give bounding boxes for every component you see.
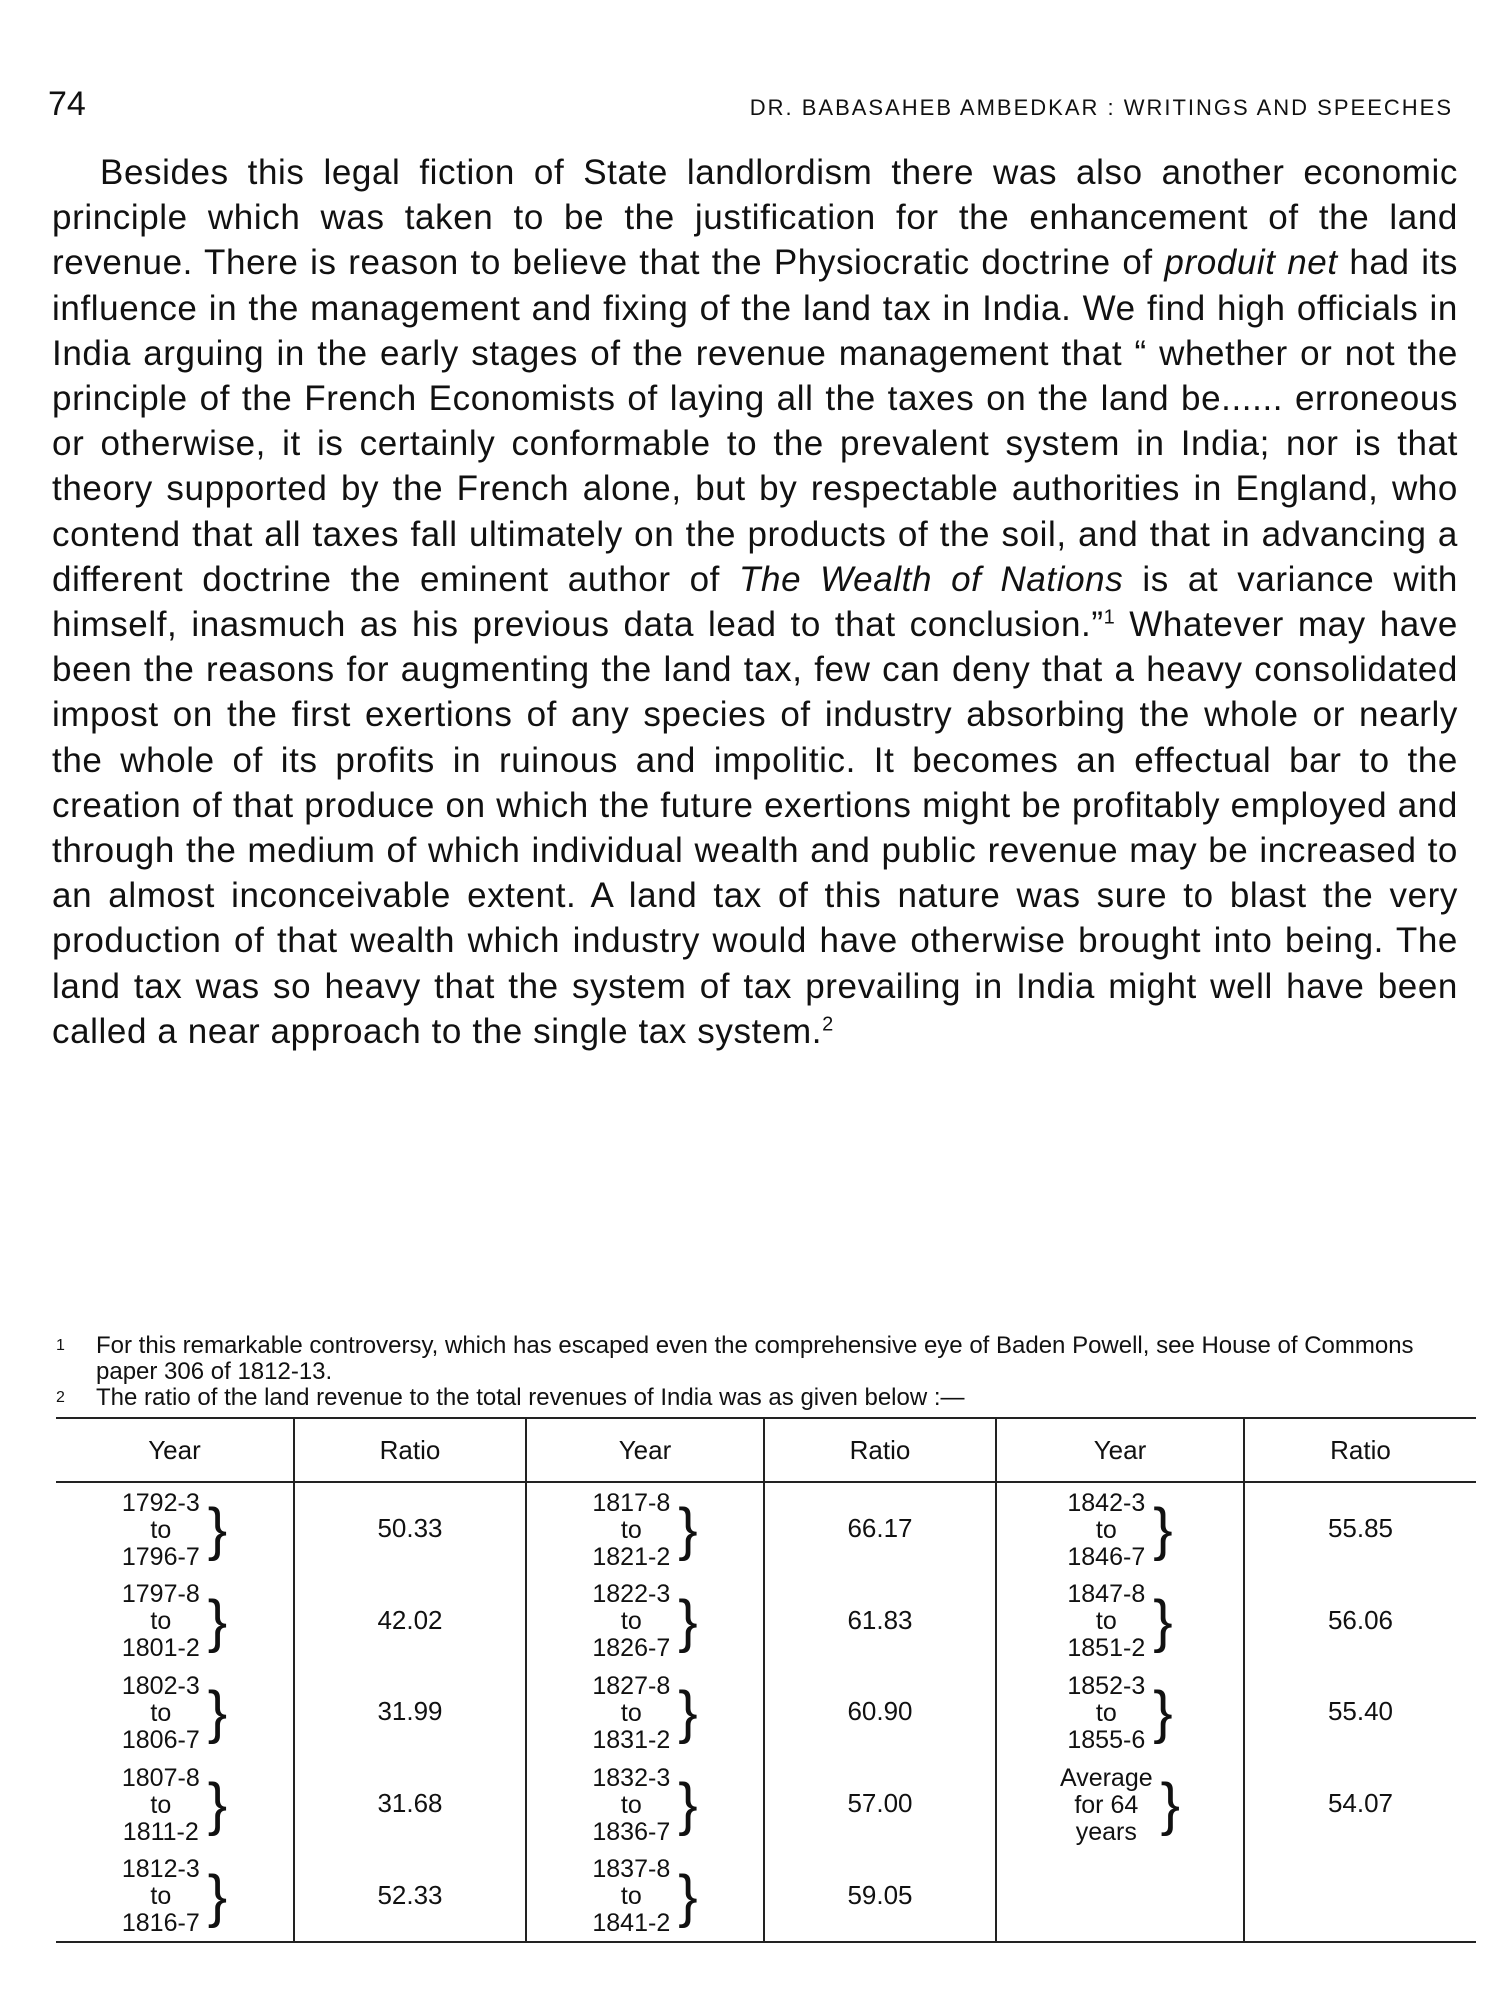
brace-icon: } [207, 1497, 228, 1563]
year-from: Average [1059, 1763, 1153, 1792]
ratio-cell [294, 1666, 526, 1758]
footnote-2 [56, 1385, 1456, 1411]
ratio-cell [1244, 1666, 1476, 1758]
ratio-value: 66.17 [847, 1513, 913, 1544]
ratio-value: 31.99 [377, 1696, 443, 1727]
year-from: 1817-8 [592, 1488, 671, 1517]
year-range [122, 1490, 227, 1571]
ratio-value: 61.83 [847, 1604, 913, 1635]
year-until: 1831-2 [592, 1725, 671, 1754]
brace-icon: } [678, 1588, 698, 1654]
year-until: 1811-2 [122, 1817, 199, 1846]
year-until: 1836-7 [592, 1817, 671, 1846]
year-until: 1851-2 [1067, 1634, 1146, 1663]
year-range [1067, 1490, 1172, 1571]
year-range [592, 1765, 697, 1846]
year-to: to [620, 1698, 642, 1727]
year-cell [996, 1849, 1244, 1942]
ratio-cell [1244, 1849, 1476, 1942]
column-header: Year [56, 1418, 294, 1482]
ratio-cell [294, 1758, 526, 1850]
year-range [1067, 1581, 1172, 1662]
year-range [122, 1673, 227, 1754]
year-from: 1837-8 [592, 1855, 671, 1884]
brace-icon: } [1153, 1588, 1173, 1654]
year-cell [526, 1575, 764, 1667]
brace-icon: } [678, 1497, 698, 1563]
brace-icon: } [678, 1772, 698, 1838]
footnote-text: For this remarkable controversy, which has escaped even the comprehensive eye of Baden Powell, see House of Commons paper 306 of 1812-13. [96, 1332, 1414, 1385]
year-cell [56, 1666, 294, 1758]
year-cell [56, 1758, 294, 1850]
brace-icon: } [1160, 1772, 1181, 1838]
year-until: 1806-7 [121, 1725, 200, 1754]
year-to: to [620, 1882, 642, 1911]
footnotes [56, 1333, 1456, 1411]
year-until: 1821-2 [592, 1542, 671, 1571]
ratio-value: 56.06 [1327, 1604, 1394, 1635]
table-row [56, 1482, 1476, 1575]
ratio-cell [294, 1482, 526, 1575]
year-until: 1796-7 [121, 1542, 200, 1571]
year-from: 1827-8 [592, 1671, 671, 1700]
year-from: 1802-3 [121, 1671, 200, 1700]
table-row [56, 1849, 1476, 1942]
year-cell [526, 1482, 764, 1575]
year-cell [526, 1849, 764, 1942]
column-header: Ratio [294, 1418, 526, 1482]
column-header: Year [526, 1418, 764, 1482]
year-range [122, 1581, 227, 1662]
column-header: Ratio [1244, 1418, 1476, 1482]
ratio-value: 57.00 [847, 1788, 913, 1819]
year-from: 1797-8 [121, 1580, 200, 1609]
table-row [56, 1575, 1476, 1667]
year-until: 1826-7 [592, 1634, 671, 1663]
italic-book-title: The Wealth of Nations [739, 559, 1124, 599]
ratio-cell [1244, 1482, 1476, 1575]
brace-icon: } [207, 1772, 228, 1838]
year-to: to [1095, 1698, 1117, 1727]
year-from: 1852-3 [1067, 1671, 1146, 1700]
year-until: 1846-7 [1067, 1542, 1146, 1571]
year-from: 1822-3 [592, 1580, 671, 1609]
year-cell [56, 1482, 294, 1575]
year-from: 1832-3 [592, 1763, 671, 1792]
year-from: 1812-3 [121, 1855, 200, 1884]
year-to: to [620, 1607, 642, 1636]
year-cell [526, 1758, 764, 1850]
paragraph-text: had its influence in the management and fixing of the land tax in India. We find high officials in India arguing in the early stages of the revenue management that “ whether or not the principle of the French Economists of laying all the taxes on the land be...... erroneous or otherwise, it is certainly conformable to the prevalent system in India; nor is that theory supported by the French alone, but by respectable authorities in England, who contend that all taxes fall ultimately on the products of the soil, and that in advancing a different doctrine the eminent author of [52, 243, 1458, 599]
year-range [1067, 1673, 1172, 1754]
ratio-cell [294, 1575, 526, 1667]
ratio-value: 55.40 [1327, 1696, 1394, 1727]
ratio-cell [1244, 1758, 1476, 1850]
footnote-text: The ratio of the land revenue to the total revenues of India was as given below :— [96, 1384, 965, 1411]
year-until: 1801-2 [121, 1634, 200, 1663]
ratio-cell [764, 1482, 996, 1575]
year-cell [996, 1666, 1244, 1758]
year-to: to [150, 1515, 172, 1544]
main-paragraph [52, 150, 1458, 1054]
italic-term: produit net [1164, 243, 1338, 283]
year-until: 1855-6 [1067, 1725, 1146, 1754]
ratio-cell [764, 1849, 996, 1942]
year-from: 1847-8 [1067, 1580, 1146, 1609]
year-from: 1792-3 [121, 1488, 200, 1517]
footnote-ref-1: 1 [1103, 606, 1116, 629]
year-cell [56, 1575, 294, 1667]
ratio-value: 52.33 [377, 1879, 443, 1910]
footnote-mark: 2 [56, 1389, 65, 1406]
page-number: 74 [48, 85, 86, 123]
year-until: years [1075, 1817, 1137, 1846]
footnote-mark: 1 [56, 1337, 65, 1354]
ratio-value: 55.85 [1327, 1513, 1394, 1544]
year-from: 1807-8 [121, 1763, 200, 1792]
footnote-1 [56, 1333, 1456, 1385]
year-to: to [620, 1515, 642, 1544]
column-header: Ratio [764, 1418, 996, 1482]
year-cell [996, 1758, 1244, 1850]
year-to: for 64 [1074, 1790, 1139, 1819]
brace-icon: } [678, 1863, 698, 1929]
ratio-cell [294, 1849, 526, 1942]
year-cell [996, 1575, 1244, 1667]
brace-icon: } [1153, 1680, 1173, 1746]
year-to: to [620, 1790, 642, 1819]
year-to: to [150, 1607, 172, 1636]
year-to: to [150, 1882, 172, 1911]
ratio-value: 31.68 [377, 1788, 443, 1819]
brace-icon: } [207, 1588, 228, 1654]
year-range [122, 1765, 227, 1846]
year-until: 1841-2 [592, 1909, 671, 1938]
year-range [592, 1490, 697, 1571]
year-range [592, 1856, 697, 1937]
ratio-value: 42.02 [377, 1604, 443, 1635]
brace-icon: } [207, 1680, 228, 1746]
year-until: 1816-7 [121, 1909, 200, 1938]
paragraph-text: Whatever may have been the reasons for augmenting the land tax, few can deny that a heavy consolidated impost on the first exertions of any species of industry absorbing the whole or nearly the whole of its profits in ruinous and impolitic. It becomes an effectual bar to the creation of that produce on which the future exertions might be profitably employed and through the medium of which individual wealth and public revenue may be increased to an almost inconceivable extent. A land tax of this nature was sure to blast the very production of that wealth which industry would have otherwise brought into being. The land tax was so heavy that the system of tax prevailing in India might well have been called a near approach to the single tax system. [52, 605, 1459, 1051]
ratio-value: 59.05 [847, 1879, 913, 1910]
ratio-value: 50.33 [377, 1513, 443, 1544]
ratio-cell [764, 1575, 996, 1667]
column-header: Year [996, 1418, 1244, 1482]
ratio-cell [764, 1758, 996, 1850]
year-range [1060, 1765, 1180, 1846]
ratio-value: 60.90 [847, 1696, 913, 1727]
running-head: DR. BABASAHEB AMBEDKAR : WRITINGS AND SPEECHES [749, 95, 1453, 120]
paragraph-text: Besides this legal fiction of State landlordism there was also another economic principle which was taken to be the justification for the enhancement of the land revenue. There is reason to believe that the Physiocratic doctrine of [52, 153, 1458, 283]
year-range [592, 1673, 697, 1754]
year-range [592, 1581, 697, 1662]
year-to: to [150, 1698, 172, 1727]
year-from: 1842-3 [1067, 1488, 1146, 1517]
year-cell [526, 1666, 764, 1758]
table-header-row [56, 1418, 1476, 1482]
year-to: to [150, 1790, 172, 1819]
year-to: to [1095, 1515, 1117, 1544]
footnote-ref-2: 2 [822, 1013, 834, 1036]
land-revenue-ratio-table [56, 1417, 1476, 1943]
paragraph-text: is at variance with himself, inasmuch as his previous data lead to that conclusion.” [52, 559, 1458, 645]
brace-icon: } [1153, 1497, 1173, 1563]
ratio-cell [1244, 1575, 1476, 1667]
brace-icon: } [207, 1863, 228, 1929]
table-row [56, 1666, 1476, 1758]
ratio-cell [764, 1666, 996, 1758]
year-cell [56, 1849, 294, 1942]
year-range [122, 1856, 227, 1937]
page-header [48, 85, 1453, 129]
table-row [56, 1758, 1476, 1850]
year-to: to [1095, 1607, 1117, 1636]
ratio-value: 54.07 [1327, 1788, 1394, 1819]
brace-icon: } [678, 1680, 698, 1746]
year-cell [996, 1482, 1244, 1575]
